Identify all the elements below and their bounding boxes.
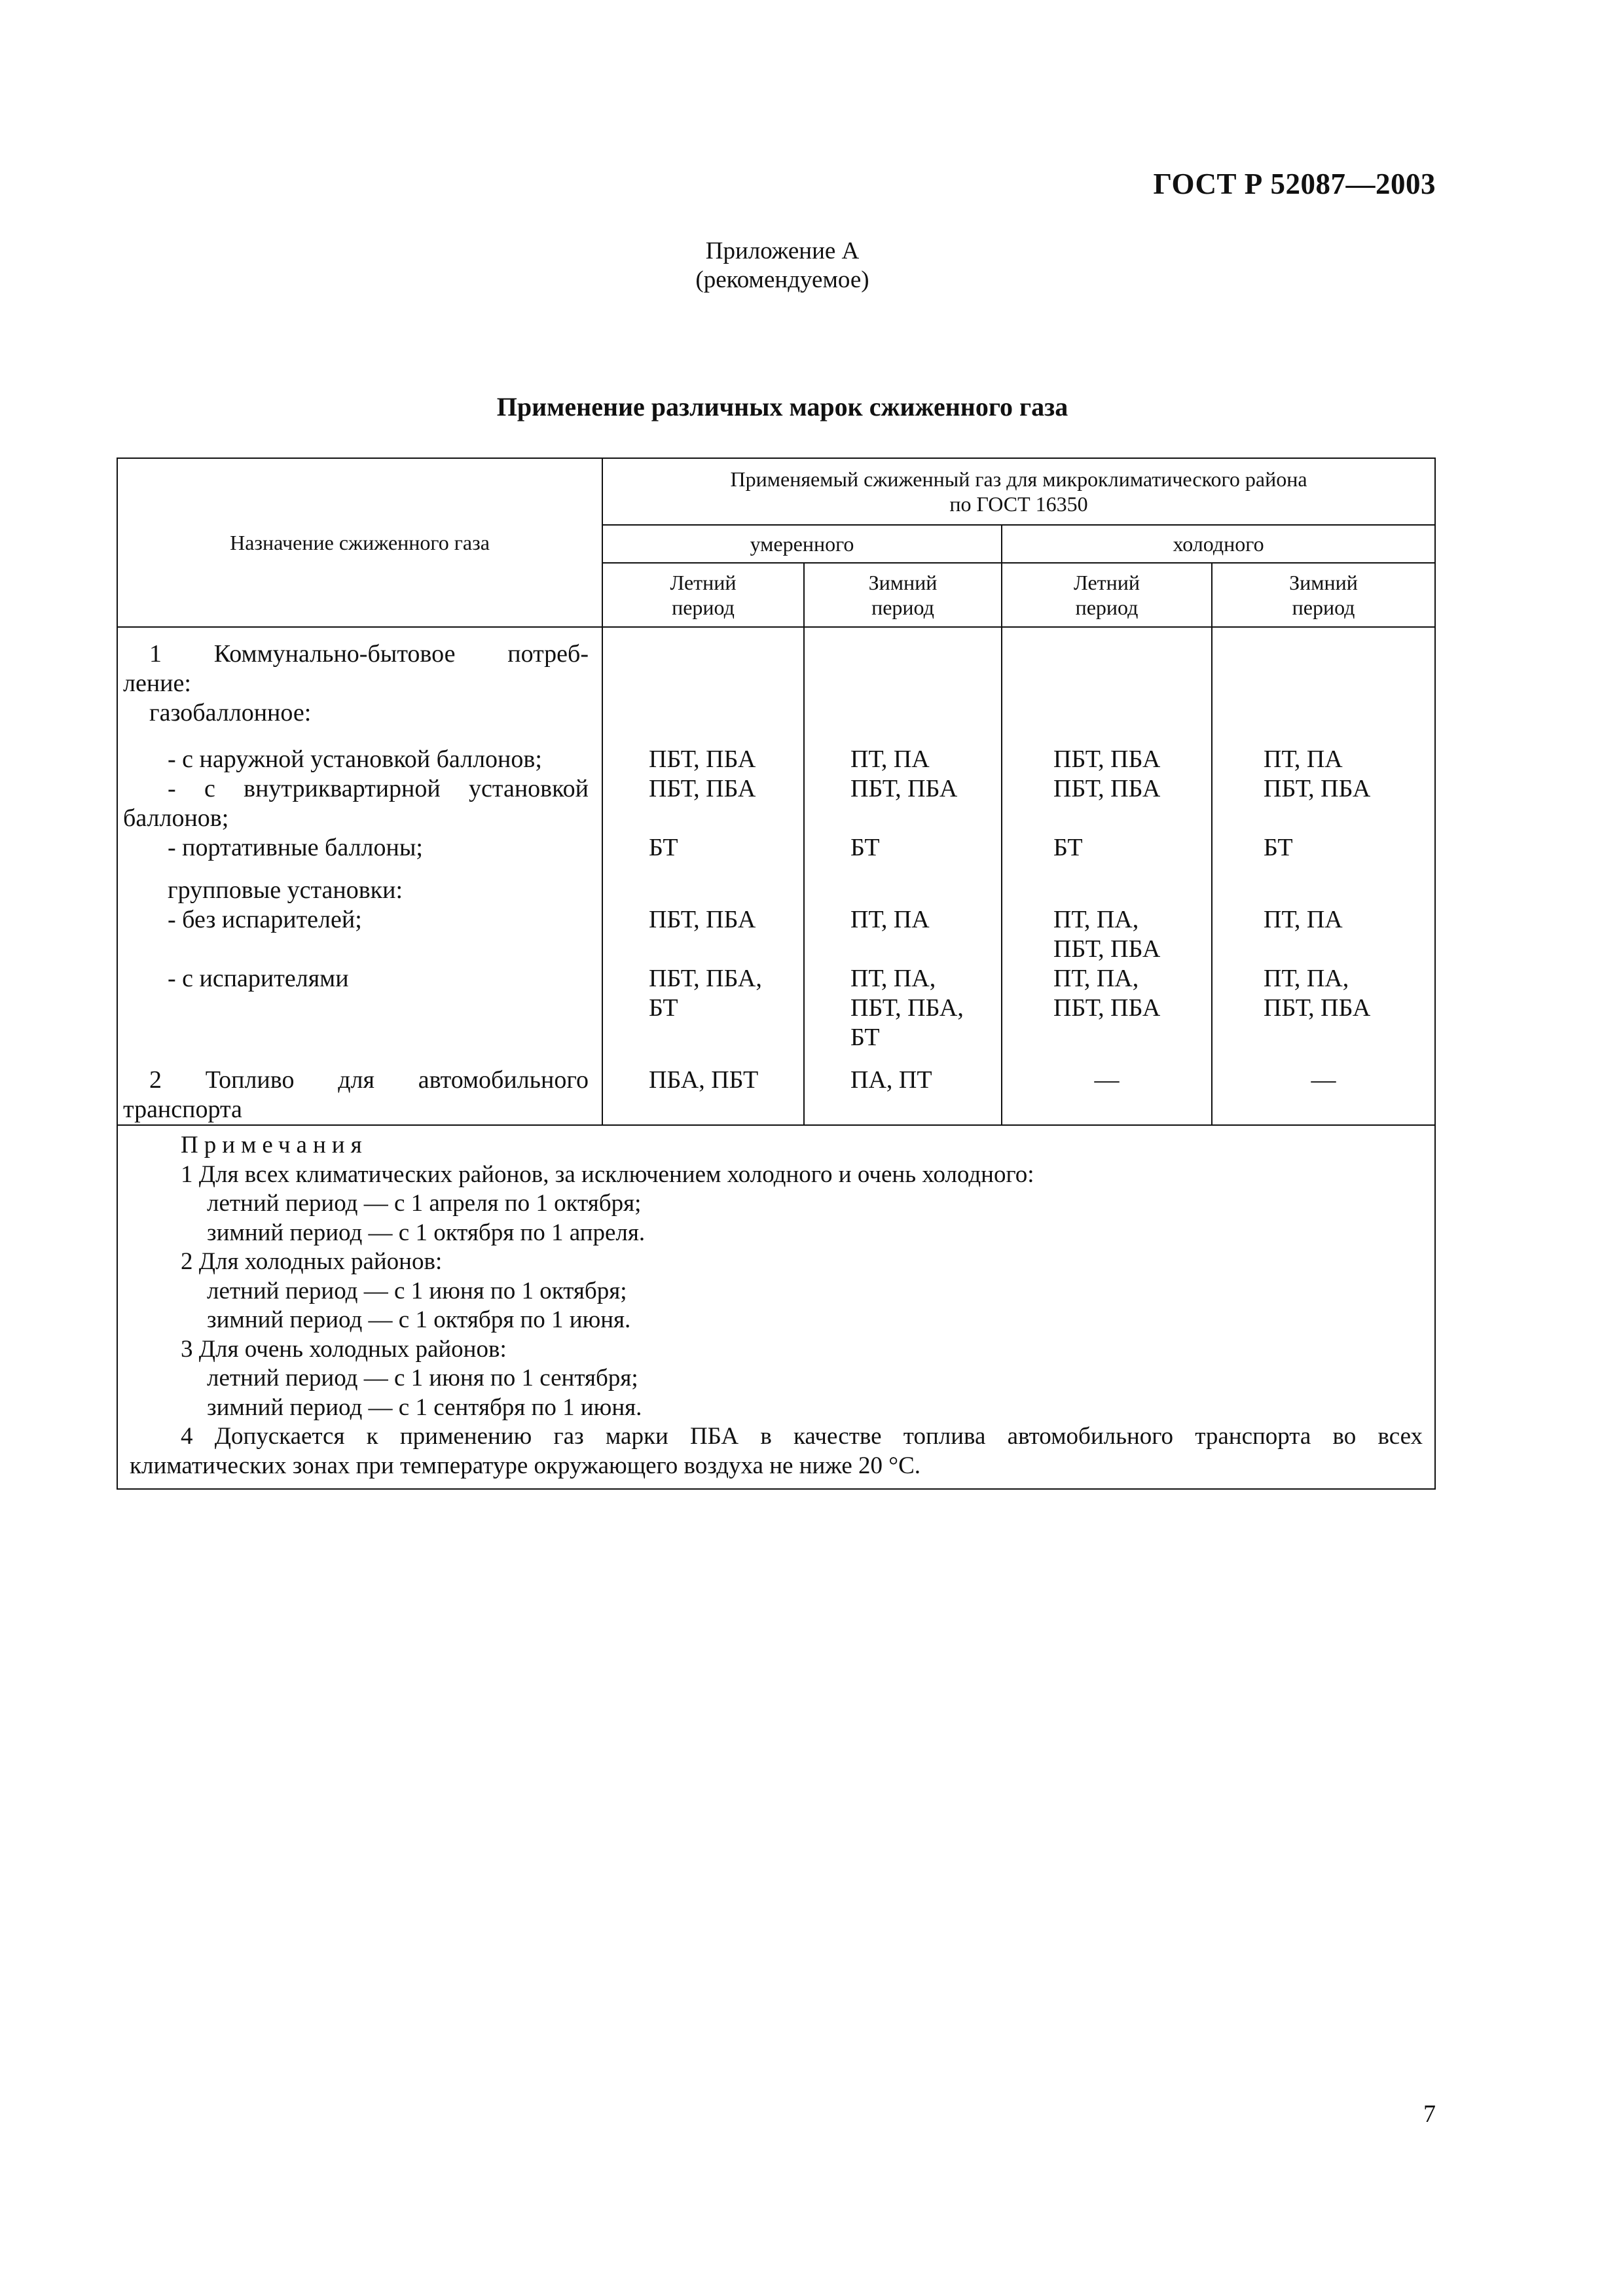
note-line: летний период — с 1 июня по 1 октября;: [207, 1277, 627, 1304]
gas-usage-table: [117, 457, 1436, 1490]
gas-grade: [649, 1023, 803, 1052]
gas-grade: [1053, 1023, 1211, 1052]
gas-grade: ПТ, ПА: [1264, 745, 1343, 773]
gas-usage-table-container: [117, 457, 1434, 1490]
region-group-header-line2: по ГОСТ 16350: [949, 492, 1088, 516]
gas-grade: [850, 935, 1001, 964]
gas-grade: [1264, 1023, 1434, 1052]
gas-grade: [649, 935, 803, 964]
note-line: зимний период — с 1 сентября по 1 июня.: [207, 1393, 642, 1421]
purpose-line: газобаллонное:: [149, 699, 312, 726]
note-line: 3 Для очень холодных районов:: [181, 1335, 507, 1363]
purpose-line: - с внутриквартирной установкой: [168, 775, 589, 802]
gas-grade: ПБТ, ПБА: [1264, 775, 1371, 802]
period-header: [1212, 563, 1435, 627]
gas-grade: БТ: [649, 994, 678, 1022]
note-line: зимний период — с 1 октября по 1 июня.: [207, 1306, 631, 1333]
value-cell: [602, 627, 804, 1125]
purpose-line: - портативные баллоны;: [168, 834, 423, 861]
note-line: 2 Для холодных районов:: [181, 1248, 443, 1275]
purpose-line: 2 Топливо для автомобильного: [149, 1066, 589, 1094]
note-line: зимний период — с 1 октября по 1 апреля.: [207, 1219, 646, 1246]
gas-grade: ПБТ, ПБА,: [649, 965, 762, 992]
value-cell: [1002, 627, 1212, 1125]
gas-grade: ПТ, ПА: [850, 745, 930, 773]
value-cell: [804, 627, 1002, 1125]
gas-grade: ПТ, ПА: [850, 906, 930, 933]
gas-grade: [1264, 935, 1434, 964]
gas-grade: БТ: [1053, 834, 1083, 861]
gas-grade: —: [1094, 1066, 1120, 1094]
purpose-column-header: Назначение сжиженного газа: [117, 458, 602, 627]
purpose-line: 1 Коммунально-бытовое потреб-: [149, 640, 589, 668]
purpose-line: баллонов;: [123, 804, 229, 832]
gas-grade: ПБТ, ПБА: [850, 775, 958, 802]
gas-grade: ПА, ПТ: [850, 1066, 932, 1094]
purpose-cell: [117, 627, 602, 1125]
purpose-line: - с испарителями: [168, 965, 349, 992]
note-line: 1 Для всех климатических районов, за исключением холодного и очень холодного:: [181, 1160, 1034, 1188]
gas-grade: БТ: [1264, 834, 1293, 861]
period-header-line2: период: [672, 596, 735, 619]
gas-grade: —: [1311, 1066, 1336, 1094]
gas-grade: ПТ, ПА,: [850, 965, 936, 992]
region-temperate-header: умеренного: [602, 525, 1002, 563]
page-number: 7: [1423, 2100, 1436, 2128]
period-header-line2: период: [1075, 596, 1139, 619]
period-header: [804, 563, 1002, 627]
gas-grade: ПТ, ПА,: [1053, 906, 1139, 933]
note-line: летний период — с 1 апреля по 1 октября;: [207, 1190, 642, 1217]
gas-grade: ПБТ, ПБА,: [850, 994, 964, 1022]
period-header-line2: период: [871, 596, 934, 619]
gas-grade: ПБТ, ПБА: [1053, 994, 1161, 1022]
period-header: [1002, 563, 1212, 627]
region-group-header-line1: Применяемый сжиженный газ для микроклиматического района: [730, 467, 1307, 491]
purpose-line: транспорта: [123, 1096, 242, 1123]
document-code: ГОСТ Р 52087—2003: [1153, 168, 1436, 200]
region-cold-header: холодного: [1002, 525, 1435, 563]
gas-grade: ПБТ, ПБА: [1053, 935, 1161, 963]
notes-heading: Примечания: [181, 1132, 368, 1158]
period-header-line1: Летний: [670, 571, 737, 594]
period-header-line1: Зимний: [868, 571, 938, 594]
gas-grade: БТ: [649, 834, 678, 861]
gas-grade: БТ: [850, 1024, 880, 1051]
value-cell: [1212, 627, 1435, 1125]
gas-grade: ПТ, ПА,: [1264, 965, 1349, 992]
purpose-line: ление:: [123, 670, 191, 697]
note-line: климатических зонах при температуре окружающего воздуха не ниже 20 °С.: [130, 1452, 921, 1479]
gas-grade: ПБТ, ПБА: [1264, 994, 1371, 1022]
period-header: [602, 563, 804, 627]
period-header-line1: Зимний: [1289, 571, 1358, 594]
note-line: летний период — с 1 июня по 1 сентября;: [207, 1365, 638, 1391]
gas-grade: ПБТ, ПБА: [1053, 745, 1161, 773]
period-header-line1: Летний: [1073, 571, 1140, 594]
gas-grade: ПБТ, ПБА: [649, 906, 756, 933]
appendix-kind: (рекомендуемое): [695, 266, 869, 293]
period-header-line2: период: [1292, 596, 1355, 619]
appendix-label: Приложение А: [705, 238, 860, 264]
gas-grade: ПБТ, ПБА: [1053, 775, 1161, 802]
gas-grade: ПБА, ПБТ: [649, 1066, 759, 1094]
table-title: Применение различных марок сжиженного газа: [496, 392, 1068, 422]
gas-grade: ПТ, ПА,: [1053, 965, 1139, 992]
gas-grade: БТ: [850, 834, 880, 861]
purpose-line: - с наружной установкой баллонов;: [168, 745, 542, 773]
note-line: 4 Допускается к применению газ марки ПБА в качестве топлива автомобильного транспорта во всех: [181, 1423, 1423, 1450]
purpose-line: групповые установки:: [168, 876, 403, 904]
appendix-heading: [0, 237, 1565, 295]
purpose-line: - без испарителей;: [168, 906, 362, 933]
notes-cell: [117, 1125, 1435, 1489]
gas-grade: ПТ, ПА: [1264, 906, 1343, 933]
gas-grade: ПБТ, ПБА: [649, 745, 756, 773]
gas-grade: ПБТ, ПБА: [649, 775, 756, 802]
region-group-header: [602, 458, 1435, 525]
